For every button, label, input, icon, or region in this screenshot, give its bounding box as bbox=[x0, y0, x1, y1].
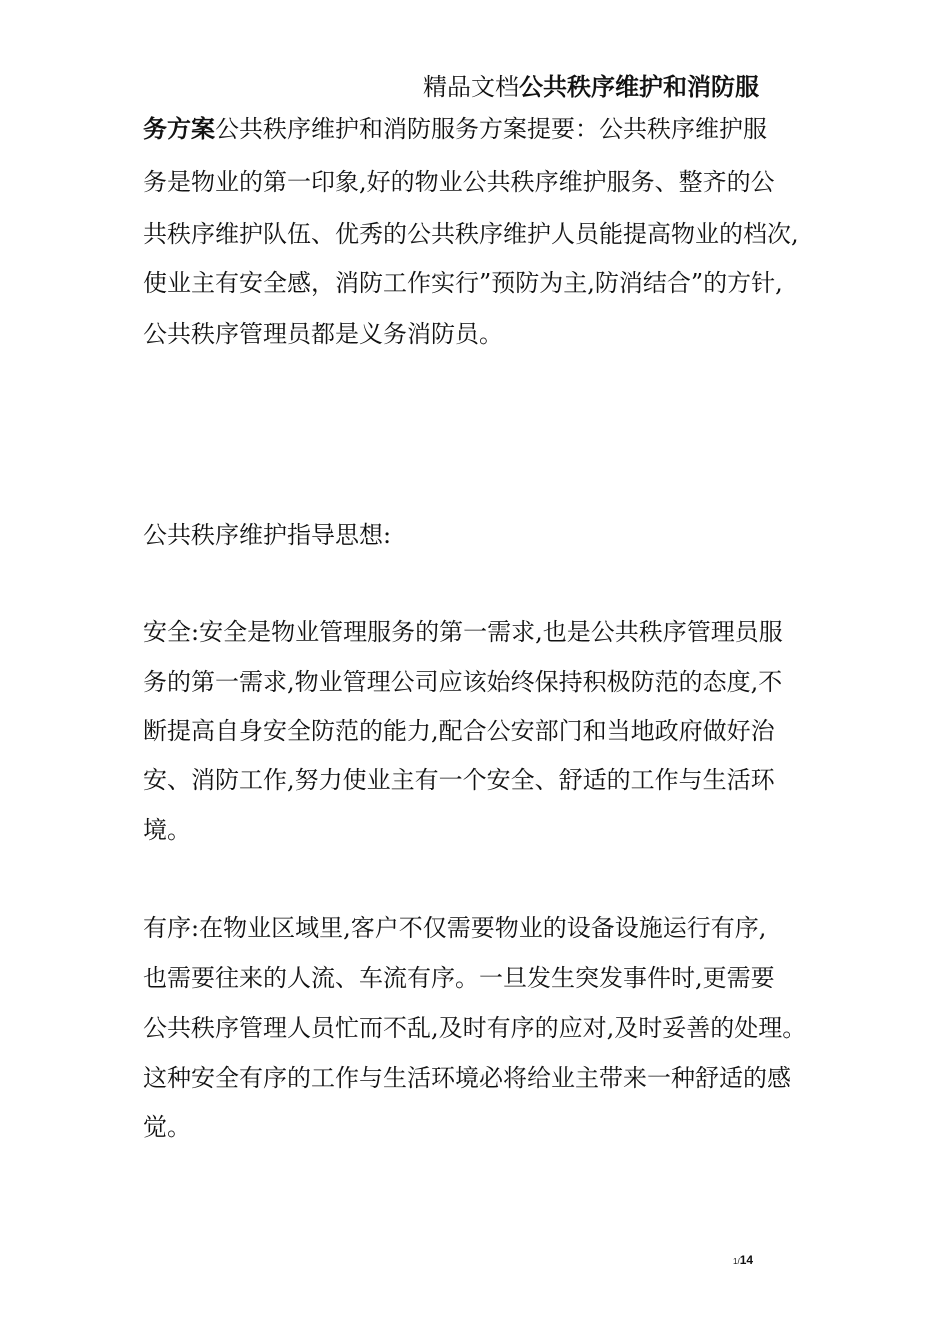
order-line-3: 公共秩序管理人员忙而不乱,及时有序的应对,及时妥善的处理。 bbox=[143, 1014, 807, 1042]
safety-line-3: 断提高自身安全防范的能力,配合公安部门和当地政府做好治 bbox=[143, 717, 775, 745]
safety-line-2: 务的第一需求,物业管理公司应该始终保持积极防范的态度,不 bbox=[143, 668, 783, 696]
safety-line-1: 安全:安全是物业管理服务的第一需求,也是公共秩序管理员服 bbox=[143, 618, 783, 646]
order-line-2: 也需要往来的人流、车流有序。一旦发生突发事件时,更需要 bbox=[143, 964, 775, 992]
guiding-heading: 公共秩序维护指导思想: bbox=[143, 521, 392, 549]
page-total: 14 bbox=[739, 1253, 754, 1267]
header-prefix: 精品文档 bbox=[423, 73, 519, 101]
order-line-4: 这种安全有序的工作与生活环境必将给业主带来一种舒适的感 bbox=[143, 1064, 791, 1092]
page-number bbox=[733, 1253, 753, 1267]
intro-text: 公共秩序维护和消防服务方案提要：公共秩序维护服 bbox=[215, 115, 767, 143]
page-separator: / bbox=[737, 1257, 740, 1266]
safety-line-5: 境。 bbox=[143, 816, 191, 844]
page-current: 1 bbox=[733, 1257, 738, 1266]
document-header bbox=[423, 67, 759, 102]
intro-line-4: 使业主有安全感，消防工作实行”预防为主,防消结合”的方针, bbox=[143, 269, 783, 297]
intro-line-3: 共秩序维护队伍、优秀的公共秩序维护人员能提高物业的档次, bbox=[143, 220, 799, 248]
order-line-1: 有序:在物业区域里,客户不仅需要物业的设备设施运行有序, bbox=[143, 914, 767, 942]
intro-line-5: 公共秩序管理员都是义务消防员。 bbox=[143, 320, 503, 348]
safety-line-4: 安、消防工作,努力使业主有一个安全、舒适的工作与生活环 bbox=[143, 766, 775, 794]
order-line-5: 觉。 bbox=[143, 1113, 191, 1141]
document-title-part1: 公共秩序维护和消防服 bbox=[519, 73, 759, 101]
document-title-part2: 务方案 bbox=[143, 115, 215, 143]
intro-line-2: 务是物业的第一印象,好的物业公共秩序维护服务、整齐的公 bbox=[143, 168, 775, 196]
intro-line-1 bbox=[143, 117, 767, 141]
